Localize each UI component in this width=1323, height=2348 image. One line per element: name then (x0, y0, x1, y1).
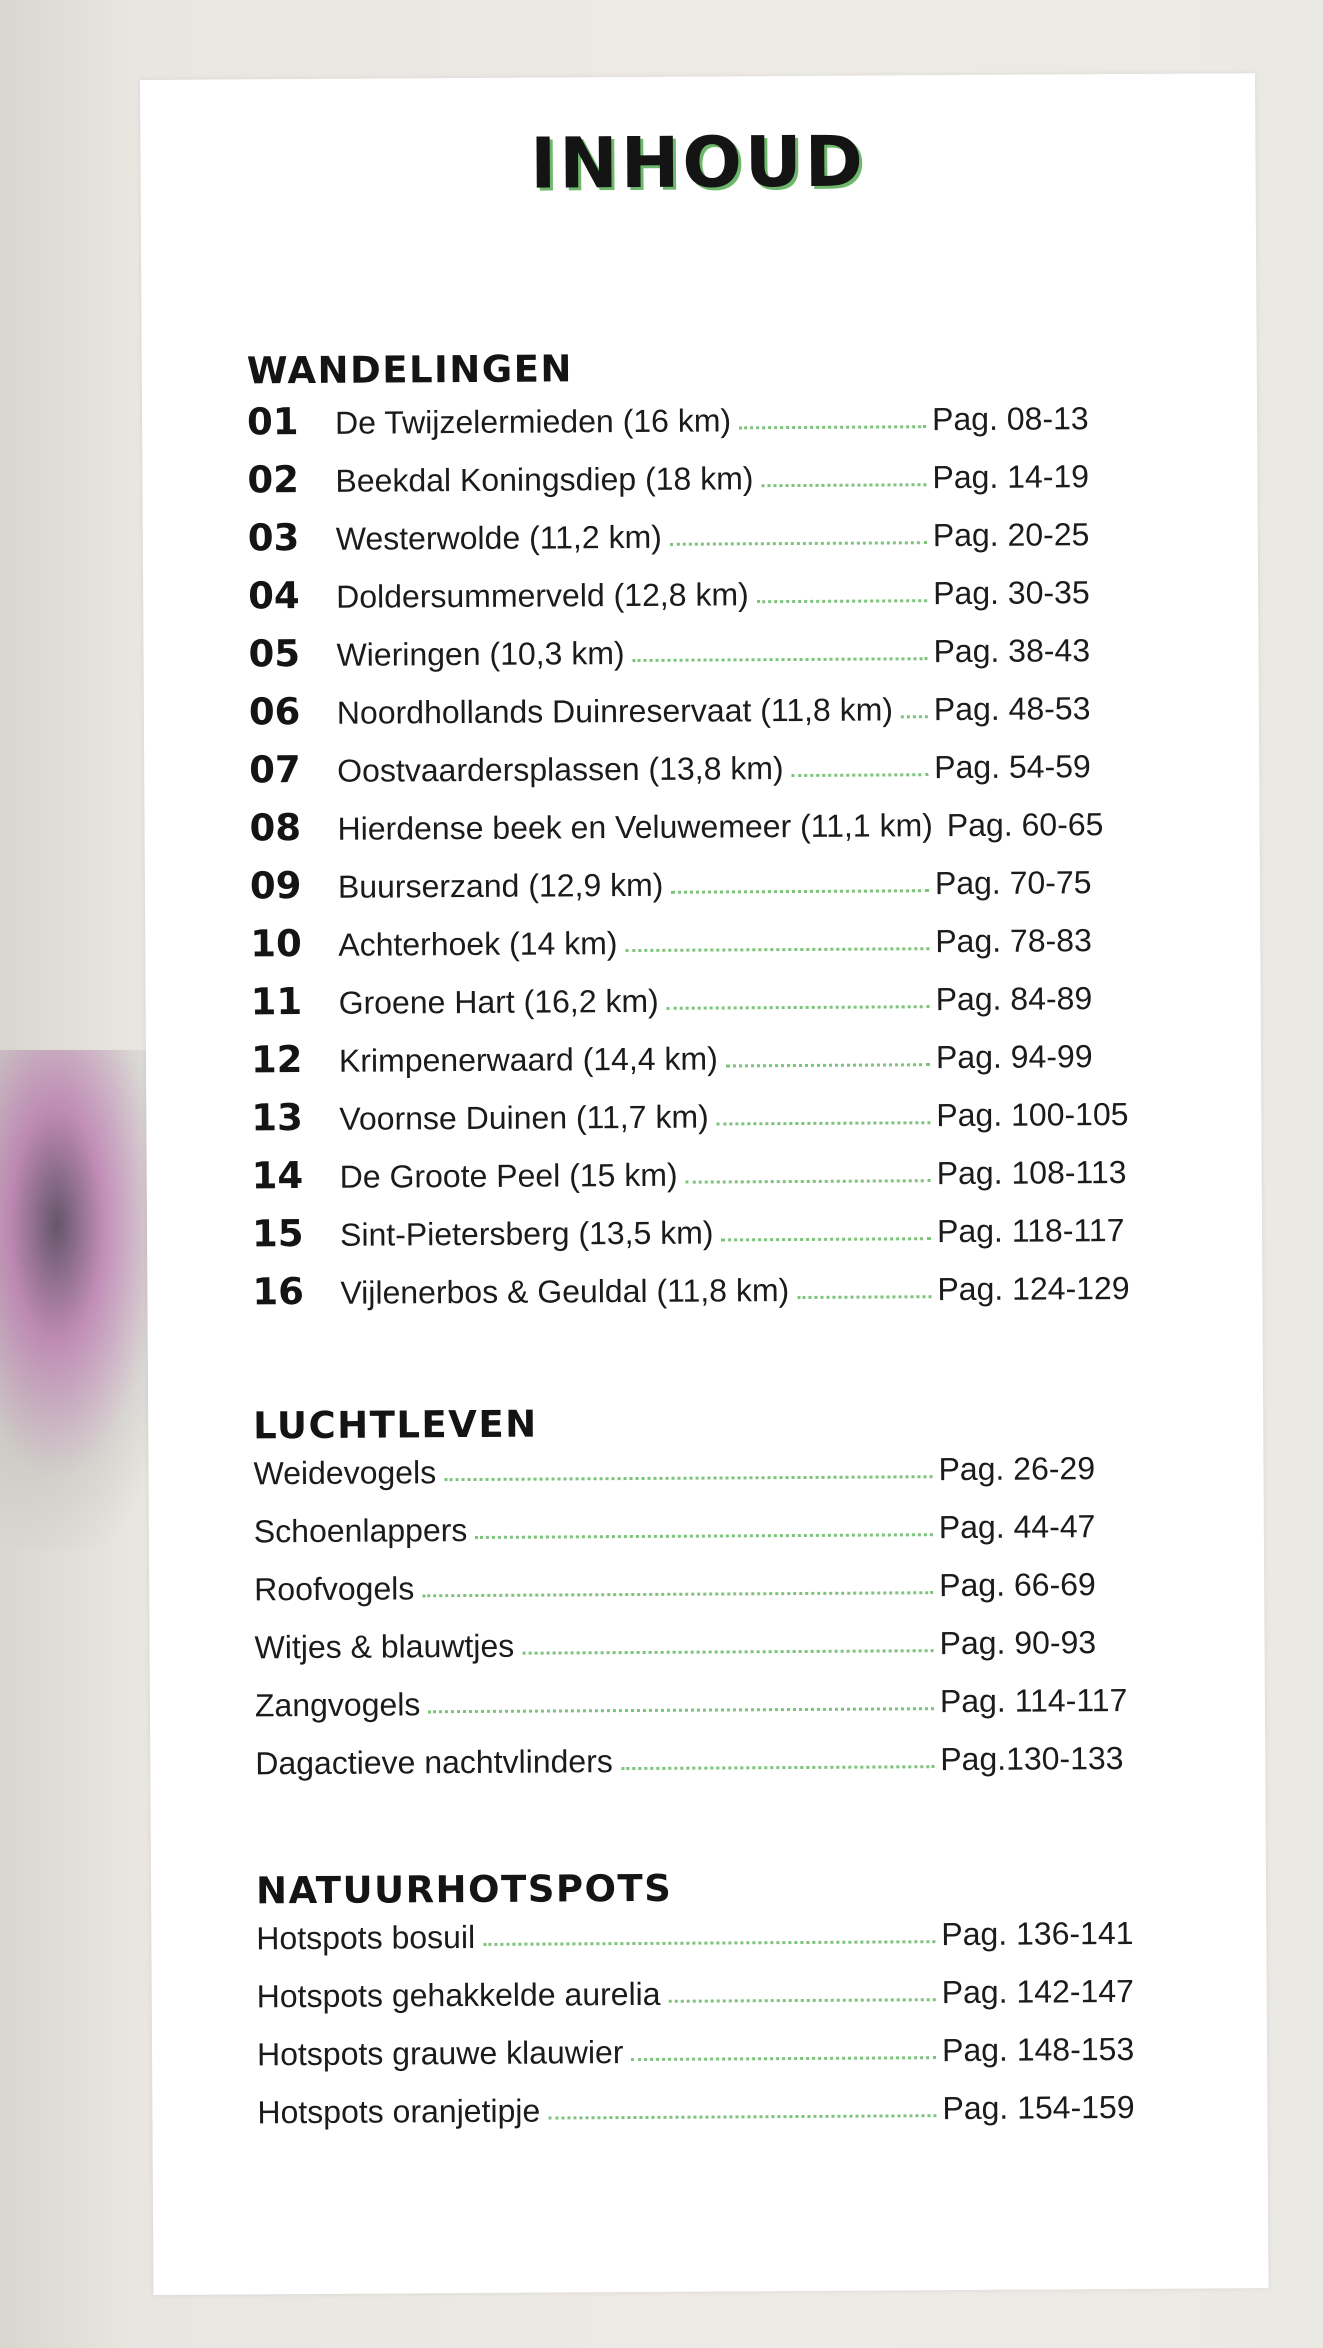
entry-title: De Groote Peel (15 km) (339, 1156, 678, 1195)
toc-entry (254, 1624, 1134, 1687)
dot-leader (757, 598, 927, 603)
entry-page-range: Pag. 90-93 (939, 1624, 1097, 1662)
dot-leader (686, 1178, 931, 1183)
entry-title: Buurserzand (12,9 km) (337, 866, 664, 905)
entry-title: Westerwolde (11,2 km) (335, 518, 662, 557)
section-natuurhotspots (256, 1864, 1138, 2152)
toc-entry (251, 975, 1131, 1038)
entry-number: 13 (251, 1096, 303, 1140)
entry-title: Roofvogels (254, 1570, 415, 1608)
toc-entry (252, 1149, 1132, 1212)
toc-entry (252, 1207, 1132, 1270)
entry-number: 09 (249, 864, 302, 908)
entry-page-range: Pag. 84-89 (935, 980, 1093, 1018)
entry-number: 16 (252, 1270, 305, 1314)
toc-entry (248, 627, 1128, 690)
entry-title: Hotspots oranjetipje (257, 2092, 541, 2131)
toc-entry (255, 1740, 1135, 1803)
dot-leader (631, 2055, 936, 2061)
dot-leader (626, 946, 930, 952)
dot-leader (761, 482, 926, 487)
entry-page-range: Pag. 20-25 (932, 516, 1090, 554)
entry-page-range: Pag. 26-29 (938, 1450, 1096, 1488)
entry-page-range: Pag. 78-83 (935, 922, 1092, 960)
entry-number: 06 (248, 690, 301, 734)
toc-entry (251, 1033, 1131, 1096)
entry-page-range: Pag. 70-75 (934, 864, 1092, 902)
entry-number: 14 (251, 1154, 304, 1198)
entry-number: 07 (249, 748, 301, 792)
contents-page (140, 73, 1269, 2295)
entry-page-range: Pag. 136-141 (941, 1914, 1134, 1953)
section-heading: WANDELINGEN (246, 347, 574, 393)
entry-title: Achterhoek (14 km) (338, 925, 618, 963)
toc-entry (256, 1915, 1136, 1978)
entry-page-range: Pag. 38-43 (933, 632, 1091, 670)
entry-title: Schoenlappers (253, 1512, 468, 1550)
entry-title: Wieringen (10,3 km) (336, 635, 625, 673)
entry-number: 10 (250, 922, 302, 966)
dot-leader (670, 540, 927, 546)
dot-leader (717, 1120, 931, 1125)
entry-title: Weidevogels (253, 1454, 437, 1492)
entry-page-range: Pag. 114-117 (939, 1681, 1128, 1720)
dot-leader (722, 1236, 932, 1241)
toc-entry (254, 1566, 1134, 1629)
entry-title: Hotspots grauwe klauwier (256, 2034, 624, 2073)
entry-page-range: Pag. 54-59 (934, 748, 1091, 786)
toc-entry (254, 1508, 1134, 1571)
toc-entry (249, 743, 1129, 806)
toc-entry (257, 2031, 1137, 2094)
entry-title: Zangvogels (254, 1686, 421, 1724)
page-title: INHOUD (529, 120, 867, 205)
entry-number: 04 (248, 574, 300, 618)
entry-page-range: Pag. 118-117 (936, 1212, 1125, 1250)
entry-page-range: Pag. 124-129 (937, 1269, 1130, 1308)
toc-entry (248, 511, 1128, 574)
dot-leader (444, 1474, 932, 1481)
dot-leader (671, 888, 929, 894)
entry-page-range: Pag. 48-53 (933, 690, 1091, 728)
entry-title: Sint-Pietersberg (13,5 km) (339, 1214, 714, 1253)
entry-page-range: Pag. 148-153 (941, 2030, 1135, 2069)
dot-leader (667, 1004, 930, 1010)
toc-entry (253, 1450, 1133, 1513)
toc-entry (255, 1682, 1135, 1745)
entry-page-range: Pag. 94-99 (935, 1038, 1093, 1076)
dot-leader (548, 2113, 936, 2119)
dot-leader (739, 424, 926, 429)
entry-page-range: Pag. 100-105 (936, 1095, 1129, 1134)
entry-title: Hotspots gehakkelde aurelia (256, 1975, 661, 2015)
entry-title: Hotspots bosuil (256, 1918, 476, 1957)
entry-title: De Twijzelermieden (16 km) (334, 402, 732, 441)
section-wandelingen (247, 344, 1133, 1328)
toc-entry (251, 1091, 1131, 1154)
dot-leader (522, 1648, 933, 1655)
section-luchtleven (253, 1399, 1135, 1803)
entry-title: Oostvaardersplassen (13,8 km) (337, 750, 784, 789)
entry-title: Hierdense beek en Veluwemeer (11,1 km) (337, 807, 933, 847)
dot-leader (475, 1532, 933, 1539)
entry-number: 02 (247, 458, 300, 502)
entry-page-range: Pag.130-133 (940, 1740, 1124, 1778)
toc-entry (257, 2089, 1137, 2152)
dot-leader (422, 1590, 933, 1597)
entry-title: Noordhollands Duinreservaat (11,8 km) (336, 691, 894, 731)
entry-number: 15 (251, 1212, 304, 1256)
dot-leader (726, 1062, 930, 1067)
entry-number: 11 (250, 980, 303, 1024)
dot-leader (792, 772, 929, 777)
entry-number: 08 (249, 806, 302, 850)
dot-leader (633, 656, 928, 662)
toc-entry (250, 859, 1130, 922)
entry-number: 03 (247, 516, 300, 560)
toc-entry (249, 801, 1129, 864)
entry-title: Doldersummerveld (12,8 km) (336, 576, 749, 615)
dot-leader (797, 1294, 931, 1299)
entry-page-range: Pag. 66-69 (939, 1566, 1096, 1604)
section-heading: NATUURHOTSPOTS (255, 1866, 673, 1913)
dot-leader (428, 1706, 934, 1713)
entry-page-range: Pag. 60-65 (946, 806, 1104, 844)
entry-number: 05 (248, 632, 301, 676)
toc-entry (252, 1265, 1132, 1328)
dot-leader (483, 1939, 935, 1946)
dot-leader (621, 1764, 934, 1770)
entry-title: Voornse Duinen (11,7 km) (339, 1098, 709, 1137)
entry-page-range: Pag. 14-19 (932, 458, 1090, 496)
toc-entry (250, 917, 1130, 980)
entry-title: Groene Hart (16,2 km) (338, 982, 659, 1021)
toc-entry (257, 1973, 1137, 2036)
entry-page-range: Pag. 30-35 (933, 574, 1090, 612)
entry-page-range: Pag. 108-113 (936, 1153, 1127, 1192)
toc-entry (249, 685, 1129, 748)
toc-entry (248, 569, 1128, 632)
entry-page-range: Pag. 44-47 (938, 1508, 1096, 1546)
dot-leader (669, 1997, 936, 2003)
entry-number: 12 (250, 1038, 303, 1082)
entry-title: Dagactieve nachtvlinders (255, 1743, 613, 1782)
entry-title: Krimpenerwaard (14,4 km) (338, 1040, 718, 1079)
toc-entry (247, 453, 1127, 516)
entry-page-range: Pag. 08-13 (931, 400, 1089, 438)
entry-title: Beekdal Koningsdiep (18 km) (335, 460, 754, 499)
entry-number: 01 (246, 400, 299, 444)
section-heading: LUCHTLEVEN (253, 1402, 538, 1448)
toc-entry (247, 395, 1127, 458)
dot-leader (901, 714, 928, 718)
entry-page-range: Pag. 142-147 (941, 1972, 1134, 2011)
entry-page-range: Pag. 154-159 (942, 2088, 1135, 2127)
entry-title: Witjes & blauwtjes (254, 1627, 515, 1666)
entry-title: Vijlenerbos & Geuldal (11,8 km) (340, 1272, 790, 1311)
